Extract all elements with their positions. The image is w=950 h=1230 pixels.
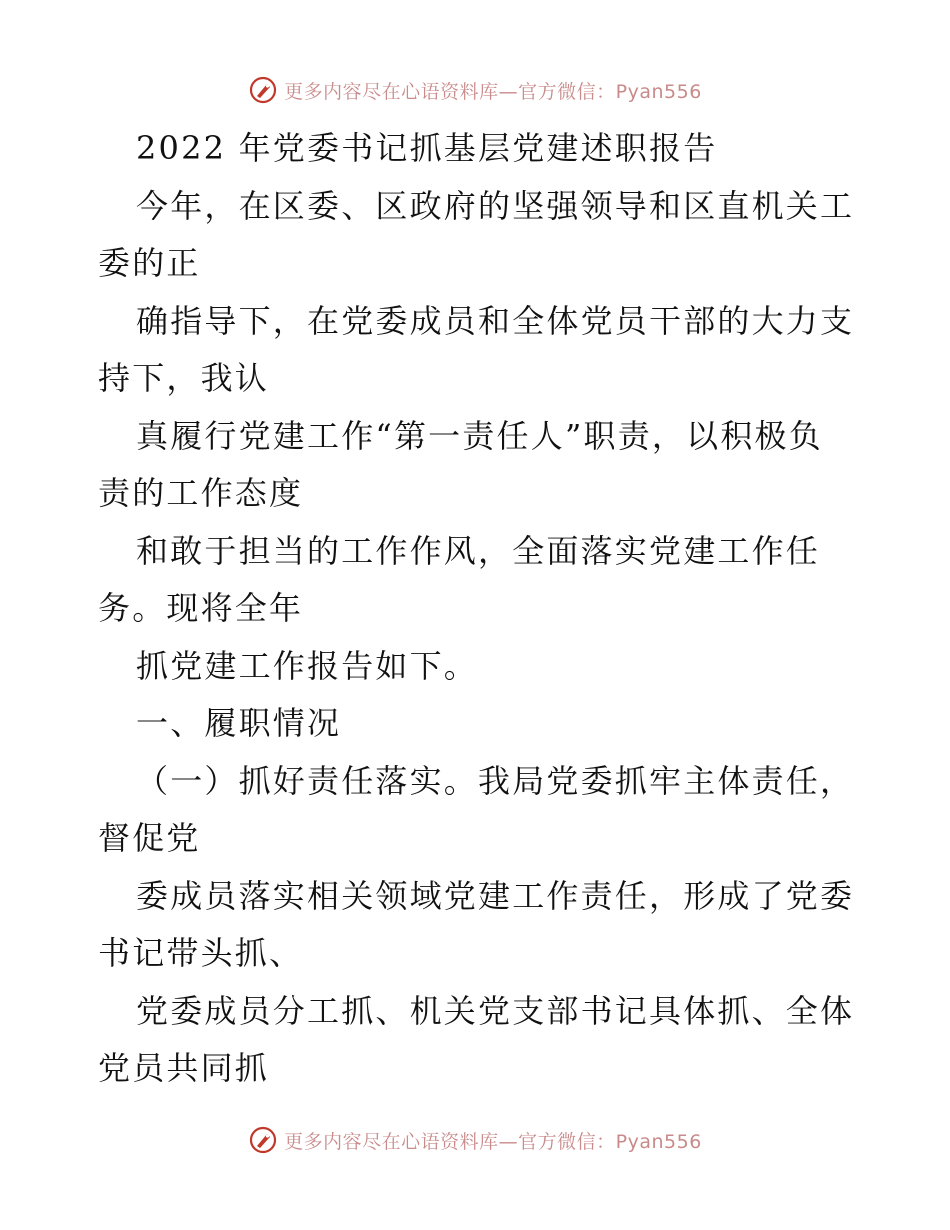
paragraph-line: 今年，在区委、区政府的坚强领导和区直机关工 [136, 186, 855, 225]
paragraph-line: 确指导下，在党委成员和全体党员干部的大力支 [136, 301, 855, 340]
document-body [98, 120, 858, 1098]
paragraph-line: 书记带头抓、 [98, 934, 304, 972]
paragraph-line: 委成员落实相关领域党建工作责任，形成了党委 [136, 876, 855, 915]
paragraph-line: 党委成员分工抓、机关党支部书记具体抓、全体 [136, 991, 855, 1030]
paragraph-line: 责的工作态度 [98, 474, 304, 512]
document-title: 2022 年党委书记抓基层党建述职报告 [136, 129, 718, 167]
paragraph-line: 务。现将全年 [98, 589, 304, 627]
pen-nib-logo-icon [248, 1125, 278, 1155]
paragraph-line: 真履行党建工作“第一责任人”职责，以积极负 [136, 416, 823, 455]
pen-nib-logo-icon [248, 75, 278, 105]
header-watermark [0, 72, 950, 108]
footer-watermark [0, 1122, 950, 1158]
subsection-heading-line: （一）抓好责任落实。我局党委抓牢主体责任， [136, 761, 855, 800]
section-heading: 一、履职情况 [136, 704, 342, 742]
paragraph-line: 和敢于担当的工作作风，全面落实党建工作任 [136, 531, 821, 570]
watermark-text: 更多内容尽在心语资料库—官方微信：Pyan556 [284, 80, 702, 103]
paragraph-line: 督促党 [98, 819, 201, 857]
watermark-text: 更多内容尽在心语资料库—官方微信：Pyan556 [284, 1130, 702, 1153]
paragraph-line: 抓党建工作报告如下。 [136, 646, 479, 685]
paragraph-line: 委的正 [98, 244, 201, 282]
paragraph-line: 持下，我认 [98, 359, 270, 397]
paragraph-line: 党员共同抓 [98, 1049, 270, 1087]
